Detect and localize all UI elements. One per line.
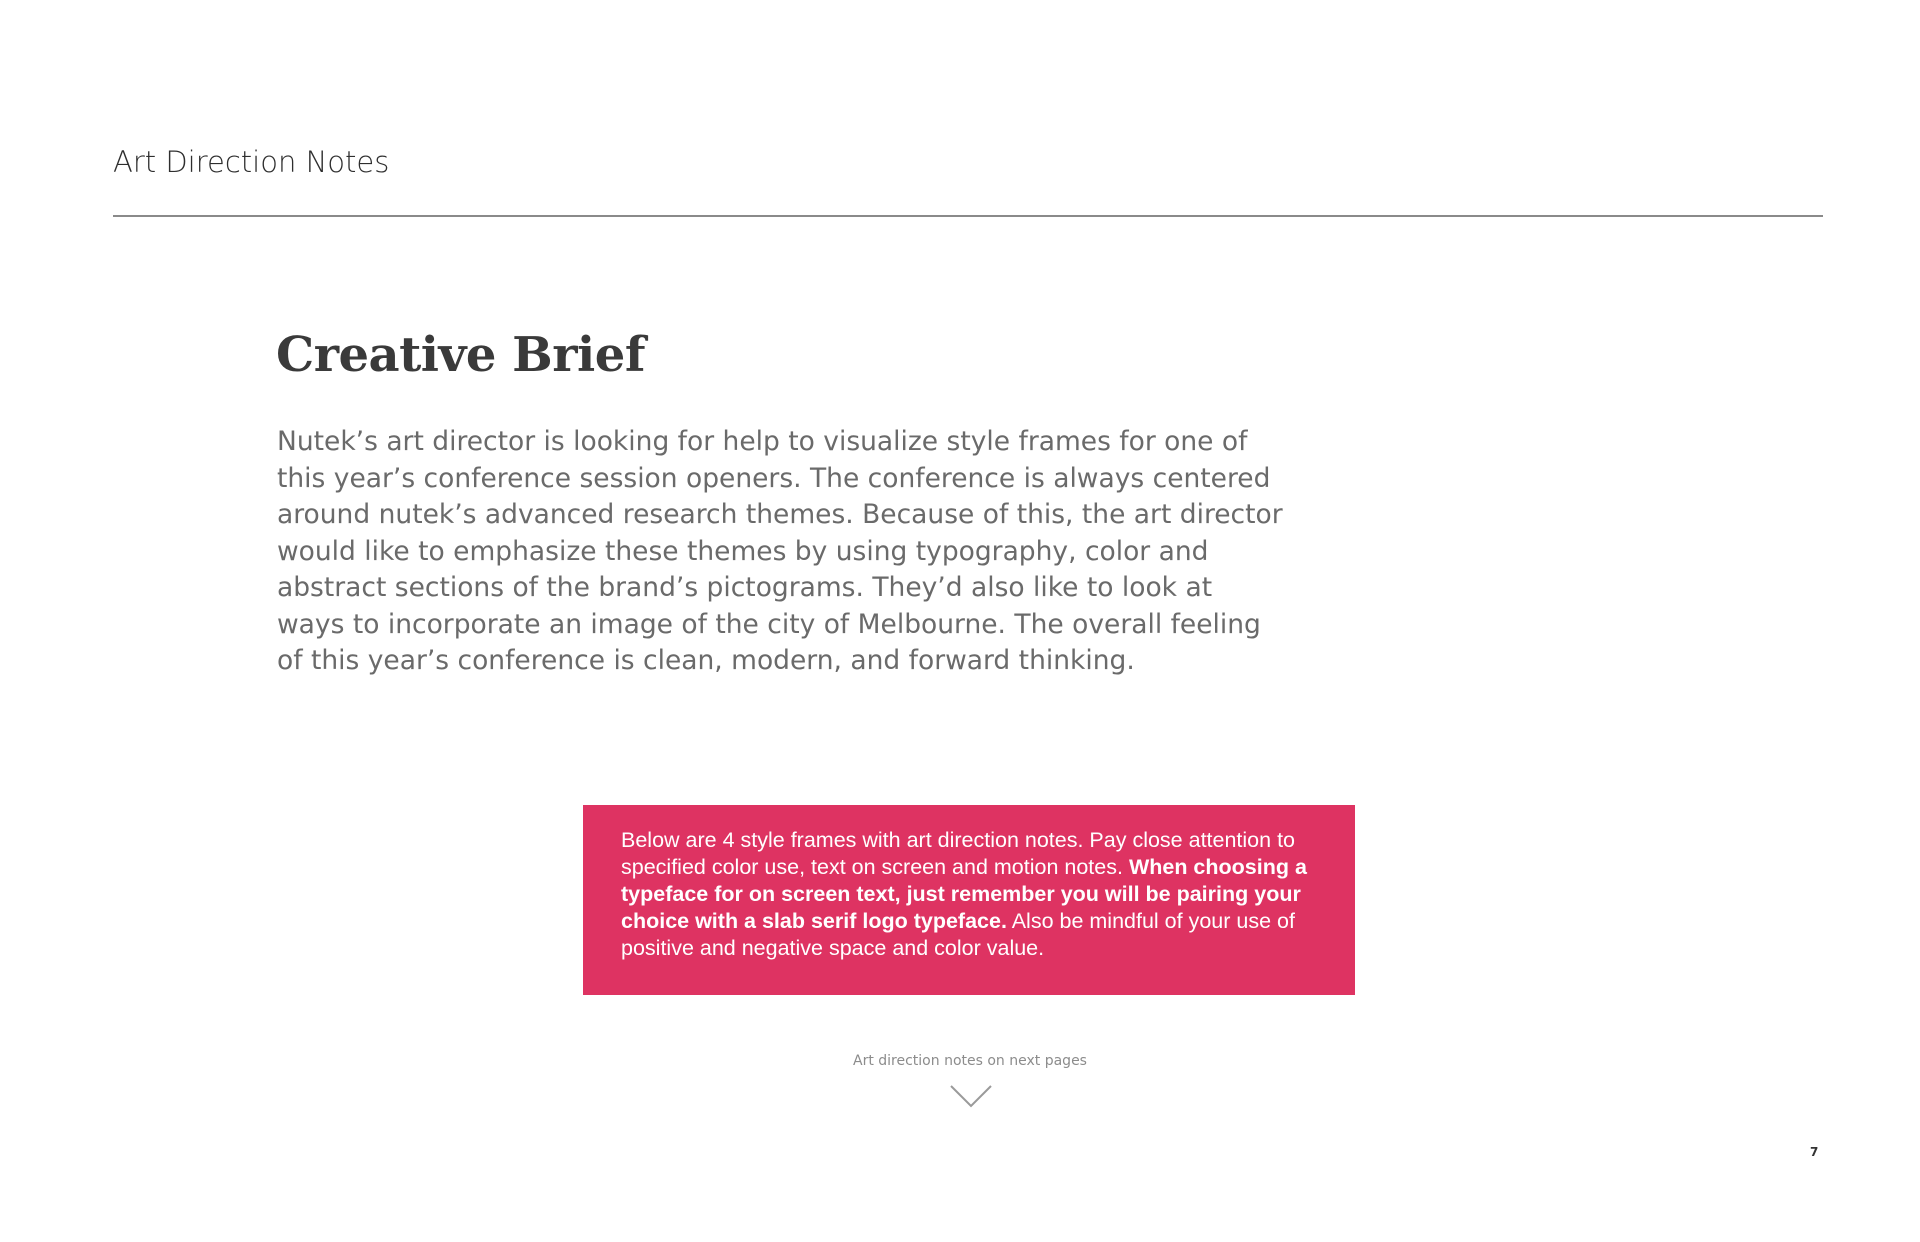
- next-pages-note: Art direction notes on next pages: [853, 1053, 1087, 1069]
- header-divider: [113, 215, 1823, 217]
- creative-brief-body: Nutek’s art director is looking for help to visualize style frames for one of this year’s conference session openers. The conference is always centered around nutek’s advanced research themes. Because of this, the art director would like to emphasize these themes by using typography, color and abstract sections of the brand’s pictograms. They’d also like to look at ways to incorporate an image of the city of Melbourne. The overall feeling of this year’s conference is clean, modern, and forward thinking.: [277, 426, 1283, 676]
- page-section-title: Art Direction Notes: [113, 145, 390, 179]
- callout-text-outro: Also be mindful of your use of positive and negative space and color value.: [621, 909, 1295, 960]
- callout-text-intro: Below are 4 style frames with art direction notes. Pay close attention to specified color use, text on screen and motion notes.: [621, 828, 1295, 879]
- chevron-down-icon: [950, 1085, 992, 1109]
- art-direction-callout: [583, 805, 1355, 995]
- page-number: 7: [1810, 1145, 1819, 1159]
- creative-brief-heading: Creative Brief: [276, 327, 645, 383]
- callout-text-emphasis: When choosing a typeface for on screen text, just remember you will be pairing your choice with a slab serif logo typeface.: [621, 855, 1307, 933]
